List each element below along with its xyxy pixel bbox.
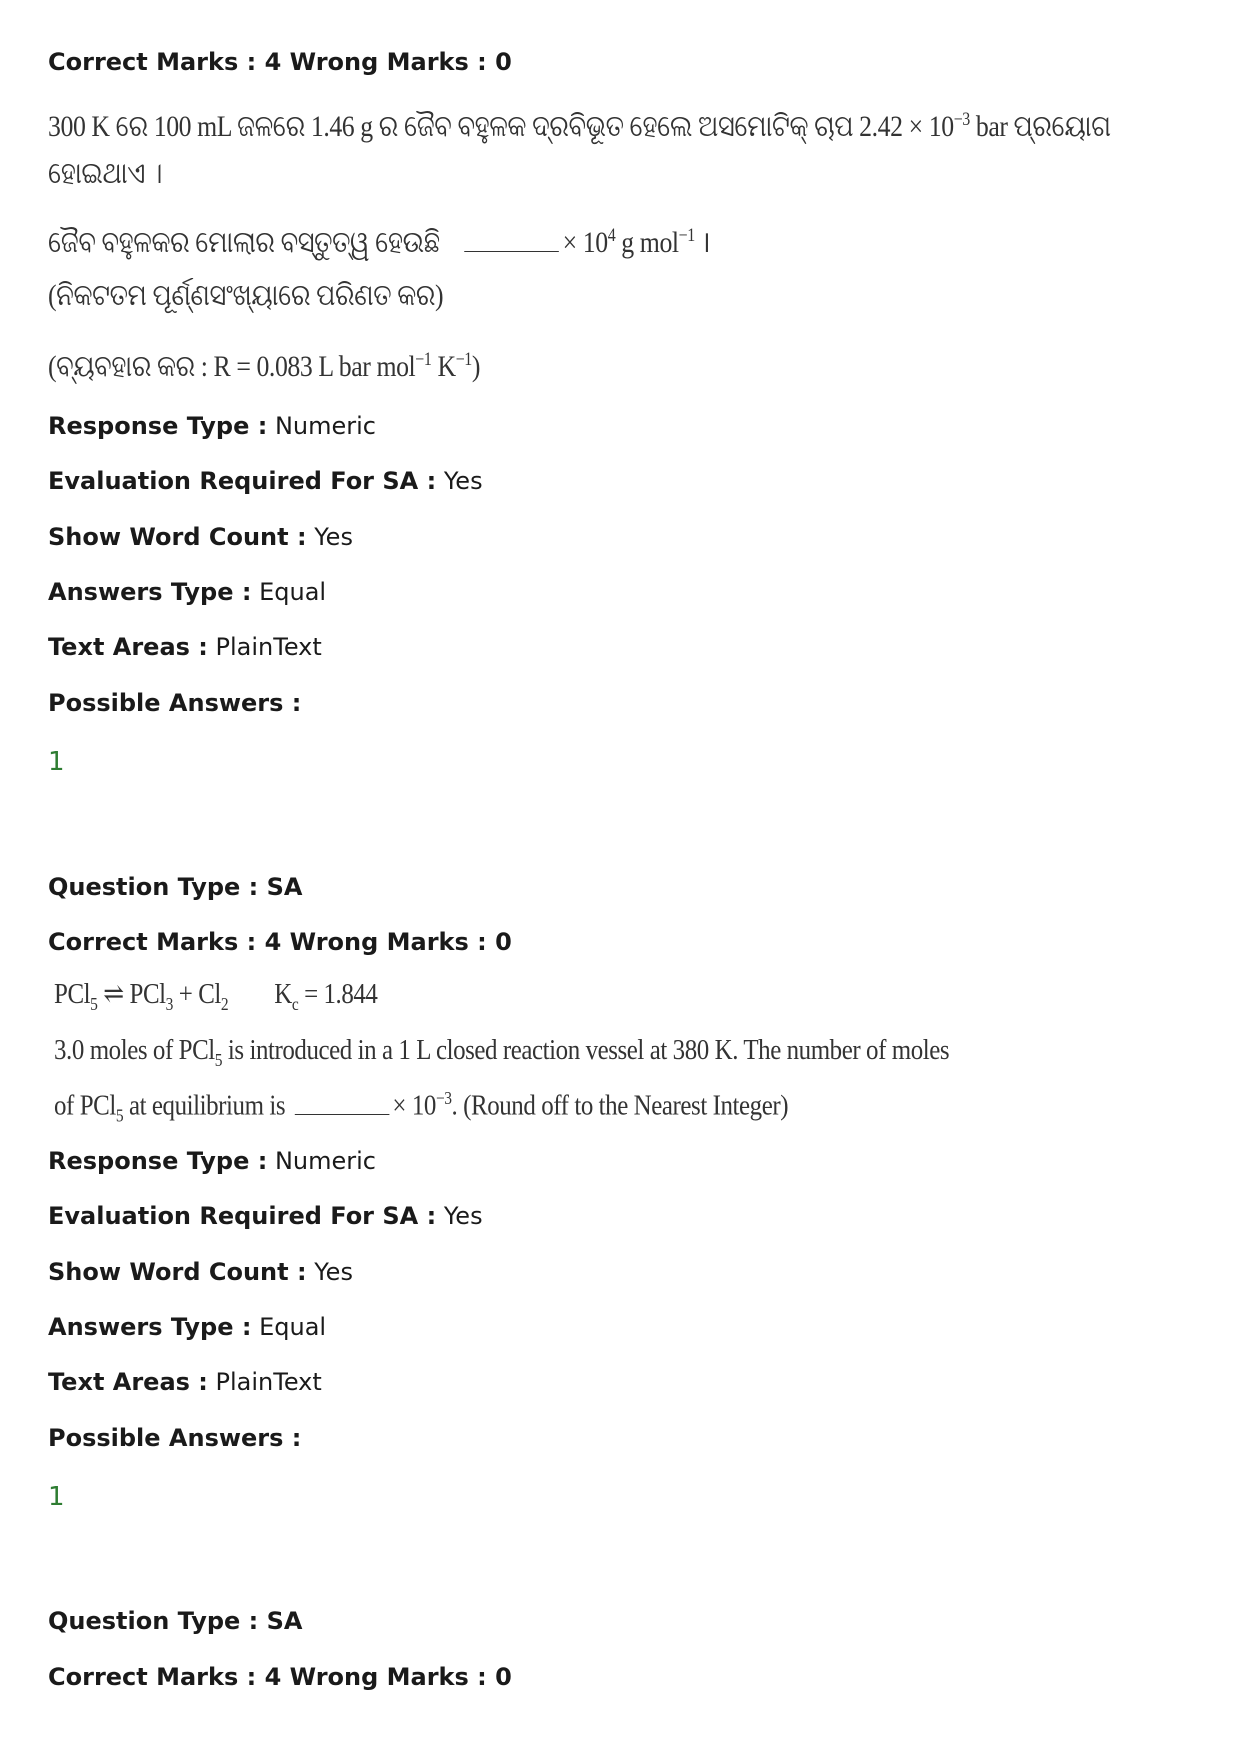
wrong-marks-label: Wrong Marks :	[289, 928, 487, 956]
field-row	[48, 1367, 322, 1397]
field-row	[48, 1201, 483, 1231]
field-row	[48, 411, 376, 441]
field-value: Numeric	[274, 1147, 376, 1175]
field-row	[48, 1312, 326, 1342]
question-text-line: (ବ୍ୟବହାର କର : R = 0.083 L bar mol$^{-1}$ $K^{-1}$)	[48, 349, 481, 383]
wrong-marks-label: Wrong Marks :	[289, 48, 487, 76]
possible-answers-label: Possible Answers :	[48, 689, 302, 717]
answer-blank	[465, 229, 560, 252]
correct-marks-value: 4	[264, 48, 282, 76]
question-text-line: (ନିକଟତମ ପୂର୍ଣ୍ଣସଂଖ୍ୟାରେ ପରିଣତ କର)	[48, 279, 444, 312]
field-value: Yes	[443, 467, 483, 495]
marks-line	[48, 47, 512, 77]
correct-marks-label: Correct Marks :	[48, 48, 257, 76]
field-label: Answers Type :	[48, 578, 252, 606]
field-value: PlainText	[215, 633, 322, 661]
question-text-line: 3.0 moles of PCl$_5$ is introduced in a 1 L closed reaction vessel at 380 K. The number of moles	[54, 1034, 950, 1070]
possible-answers-label: Possible Answers :	[48, 1424, 302, 1452]
field-label: Show Word Count :	[48, 1258, 307, 1286]
field-row	[48, 522, 353, 552]
field-row	[48, 577, 326, 607]
field-label: Response Type :	[48, 412, 268, 440]
field-label: Evaluation Required For SA :	[48, 1202, 437, 1230]
field-row	[48, 466, 483, 496]
correct-marks-label: Correct Marks :	[48, 928, 257, 956]
answer-blank	[294, 1092, 389, 1115]
question-text-line: of PCl$_5$ at equilibrium is × $10^{-3}$. (Round off to the Nearest Integer)	[54, 1088, 789, 1126]
field-row	[48, 1257, 353, 1287]
correct-marks-value: 4	[264, 928, 282, 956]
possible-answer: 1	[48, 1482, 65, 1512]
field-label: Text Areas :	[48, 1368, 208, 1396]
field-value: Yes	[443, 1202, 483, 1230]
question-text-line: 300 K ରେ 100 mL ଜଳରେ 1.46 g ର ଜୈବ ବହୁଳକ ଦ୍ରବିଭୂତ ହେଲେ ଅସମୋଟିକ୍ ଚାପ $2.42 \times 10^{-3}$ bar ପ୍ରୟୋଗ	[48, 109, 1111, 143]
field-value: Yes	[314, 1258, 353, 1286]
field-label: Text Areas :	[48, 633, 208, 661]
wrong-marks-value: 0	[495, 48, 512, 76]
marks-line	[48, 927, 512, 957]
question-type-line	[48, 872, 302, 902]
field-value: Numeric	[274, 412, 376, 440]
possible-answer: 1	[48, 747, 65, 777]
correct-marks-value: 4	[264, 1663, 282, 1691]
question-text-line: ଜୈବ ବହୁଳକର ମୋଲାର ବସ୍ତୁତ୍ୱ ହେଉଛି × $10^4$ g mol$^{-1}$ ।	[48, 225, 711, 259]
question-type-value: SA	[266, 873, 303, 901]
field-label: Answers Type :	[48, 1313, 252, 1341]
field-label: Show Word Count :	[48, 523, 307, 551]
marks-line	[48, 1662, 512, 1692]
wrong-marks-value: 0	[495, 928, 512, 956]
correct-marks-label: Correct Marks :	[48, 1663, 257, 1691]
field-label: Evaluation Required For SA :	[48, 467, 437, 495]
field-value: Equal	[259, 1313, 327, 1341]
equation-line: PCl$_5$ ⇌ $PCl_3 + Cl_2$ $K_c = 1.844$	[54, 978, 378, 1014]
field-value: Yes	[314, 523, 353, 551]
field-value: PlainText	[215, 1368, 322, 1396]
field-row	[48, 1146, 376, 1176]
question-type-label: Question Type :	[48, 873, 259, 901]
field-value: Equal	[259, 578, 327, 606]
field-row	[48, 632, 322, 662]
field-label: Response Type :	[48, 1147, 268, 1175]
wrong-marks-value: 0	[495, 1663, 512, 1691]
question-text-line: ହୋଇଥାଏ ।	[48, 157, 163, 190]
question-type-line	[48, 1606, 302, 1636]
wrong-marks-label: Wrong Marks :	[289, 1663, 487, 1691]
question-type-label: Question Type :	[48, 1607, 259, 1635]
question-type-value: SA	[266, 1607, 303, 1635]
